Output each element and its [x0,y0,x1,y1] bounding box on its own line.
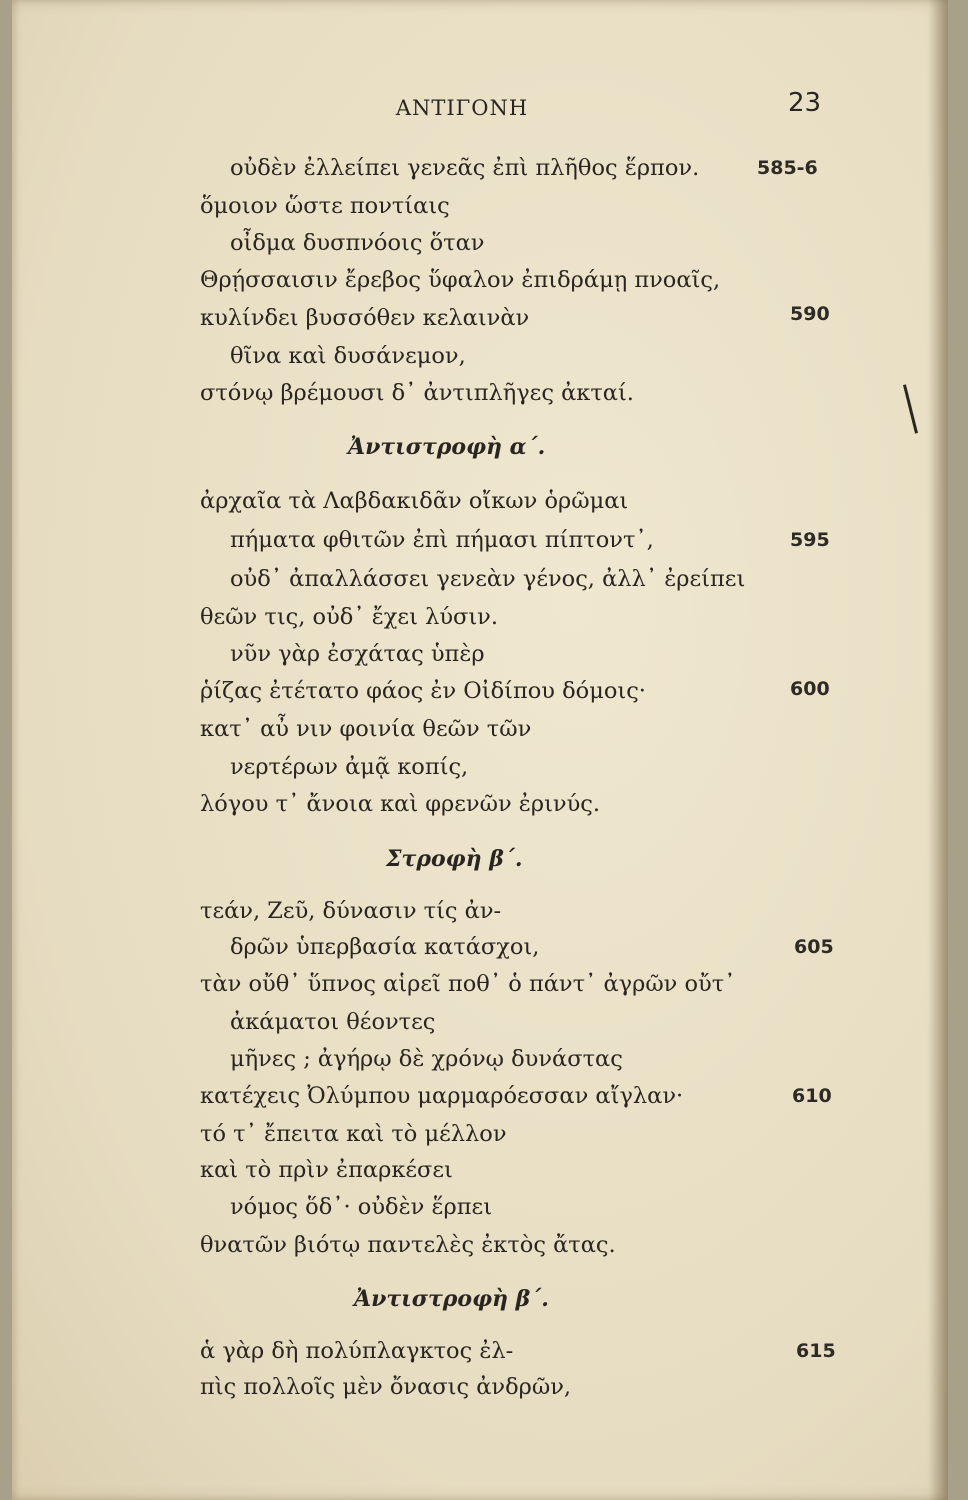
book-page [12,0,948,1500]
verse-line: λόγου τ᾽ ἄνοια καὶ φρενῶν ἐρινύς. [200,791,601,817]
verse-line: νερτέρων ἀμᾷ κοπίς, [230,754,469,780]
running-title: ΑΝΤΙΓΟΝΗ [395,96,529,120]
section-heading: Στροφὴ β΄. [386,846,523,872]
verse-line: οὐδ᾽ ἀπαλλάσσει γενεὰν γένος, ἀλλ᾽ ἐρείπει [230,566,746,592]
verse-line: οὐδὲν ἐλλείπει γενεᾶς ἐπὶ πλῆθος ἕρπον. [230,155,700,181]
line-number: 605 [794,936,834,958]
line-number: 610 [792,1085,832,1107]
verse-line: μῆνες ; ἀγήρῳ δὲ χρόνῳ δυνάστας [230,1046,623,1072]
verse-line: θνατῶν βιότῳ παντελὲς ἐκτὸς ἄτας. [200,1232,616,1258]
verse-line: νῦν γὰρ ἐσχάτας ὑπὲρ [230,641,485,667]
verse-line: ἁ γὰρ δὴ πολύπλαγκτος ἐλ- [200,1338,514,1364]
verse-line: θῖνα καὶ δυσάνεμον, [230,343,466,369]
line-number: 590 [790,303,830,325]
verse-line: θεῶν τις, οὐδ᾽ ἔχει λύσιν. [200,604,499,630]
verse-line: τό τ᾽ ἔπειτα καὶ τὸ μέλλον [200,1121,507,1147]
verse-line: κατ᾽ αὖ νιν φοινία θεῶν τῶν [200,716,532,742]
line-number: 595 [790,529,830,551]
verse-line: τεάν, Ζεῦ, δύνασιν τίς ἀν- [200,898,502,924]
verse-line: οἶδμα δυσπνόοις ὅταν [230,230,485,256]
verse-line: κυλίνδει βυσσόθεν κελαινὰν [200,305,530,331]
line-number: 615 [796,1340,836,1362]
verse-line: πήματα φθιτῶν ἐπὶ πήμασι πίπτοντ᾽, [230,527,654,553]
pencil-mark [903,384,918,433]
verse-line: καὶ τὸ πρὶν ἐπαρκέσει [200,1157,453,1183]
verse-line: δρῶν ὑπερβασία κατάσχοι, [230,934,540,960]
line-number: 600 [790,678,830,700]
verse-line: ῥίζας ἐτέτατο φάος ἐν Οἰδίπου δόμοις· [200,678,646,704]
verse-line: Θρῄσσαισιν ἔρεβος ὕφαλον ἐπιδράμῃ πνοαῖς, [200,267,721,293]
verse-line: ὅμοιον ὥστε ποντίαις [200,193,450,219]
section-heading: Ἀντιστροφὴ α΄. [348,434,546,460]
verse-line: τὰν οὔθ᾽ ὕπνος αἱρεῖ ποθ᾽ ὁ πάντ᾽ ἀγρῶν οὔτ᾽ [200,971,736,997]
verse-line: πὶς πολλοῖς μὲν ὄνασις ἀνδρῶν, [200,1374,572,1400]
verse-line: κατέχεις Ὀλύμπου μαρμαρόεσσαν αἴγλαν· [200,1083,684,1109]
line-number: 585-6 [757,157,818,179]
verse-line: νόμος ὅδ᾽· οὐδὲν ἕρπει [230,1194,493,1220]
page-edge-shadow [928,0,948,1500]
page-number: 23 [788,88,822,118]
section-heading: Ἀντιστροφὴ β΄. [354,1286,549,1312]
verse-line: ἀκάματοι θέοντες [230,1009,436,1035]
verse-line: στόνῳ βρέμουσι δ᾽ ἀντιπλῆγες ἀκταί. [200,380,634,406]
verse-line: ἀρχαῖα τὰ Λαβδακιδᾶν οἴκων ὁρῶμαι [200,488,629,514]
